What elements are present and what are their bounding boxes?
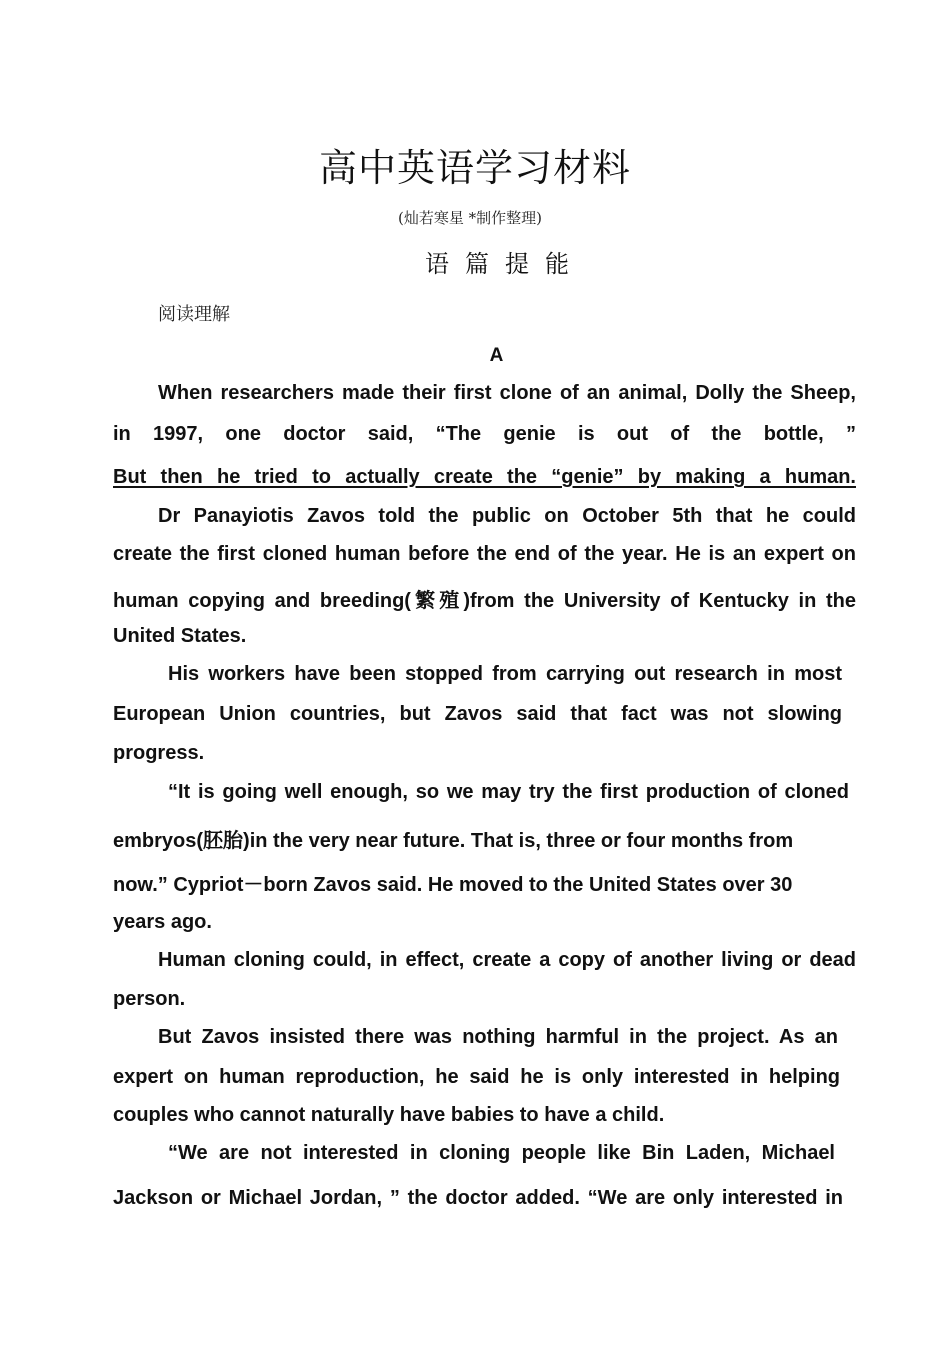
passage-line: couples who cannot naturally have babies to have a child. (113, 1104, 665, 1126)
passage-line: in 1997, one doctor said, “The genie is out of the bottle, ” (113, 423, 856, 445)
passage-label: A (489, 345, 504, 366)
passage-line: expert on human reproduction, he said he is only interested in helping (113, 1066, 840, 1088)
passage-line: When researchers made their first clone of an animal, Dolly the Sheep, (158, 382, 856, 404)
passage-line: years ago. (113, 911, 212, 933)
passage-line: progress. (113, 742, 205, 764)
passage-line: human copying and breeding(繁殖)from the University of Kentucky in the (113, 590, 856, 612)
passage-line: But Zavos insisted there was nothing harmful in the project. As an (158, 1026, 838, 1048)
passage-line: embryos(胚胎)in the very near future. That is, three or four months from (113, 830, 794, 852)
passage-line: “It is going well enough, so we may try the first production of cloned (168, 781, 849, 803)
passage-line: Jackson or Michael Jordan, ” the doctor added. “We are only interested in (113, 1187, 843, 1209)
passage-line: Human cloning could, in effect, create a copy of another living or dead (158, 949, 856, 971)
passage-line: now.” Cypriot－born Zavos said. He moved to the United States over 30 (113, 874, 793, 896)
section-heading: 语篇提能 (425, 250, 585, 278)
passage-line: create the first cloned human before the end of the year. He is an expert on (113, 543, 856, 565)
passage-line: European Union countries, but Zavos said that fact was not slowing (113, 703, 842, 725)
section-label: 阅读理解 (158, 304, 230, 325)
passage-line: United States. (113, 625, 247, 647)
passage-line: “We are not interested in cloning people like Bin Laden, Michael (168, 1142, 835, 1164)
passage-line: person. (113, 988, 186, 1010)
document-title: 高中英语学习材料 (318, 146, 631, 190)
passage-line: But then he tried to actually create the “genie” by making a human. (113, 466, 856, 488)
document-subtitle: (灿若寒星 *制作整理) (398, 209, 542, 227)
passage-line: Dr Panayiotis Zavos told the public on October 5th that he could (158, 505, 856, 527)
passage-line: His workers have been stopped from carrying out research in most (168, 663, 842, 685)
